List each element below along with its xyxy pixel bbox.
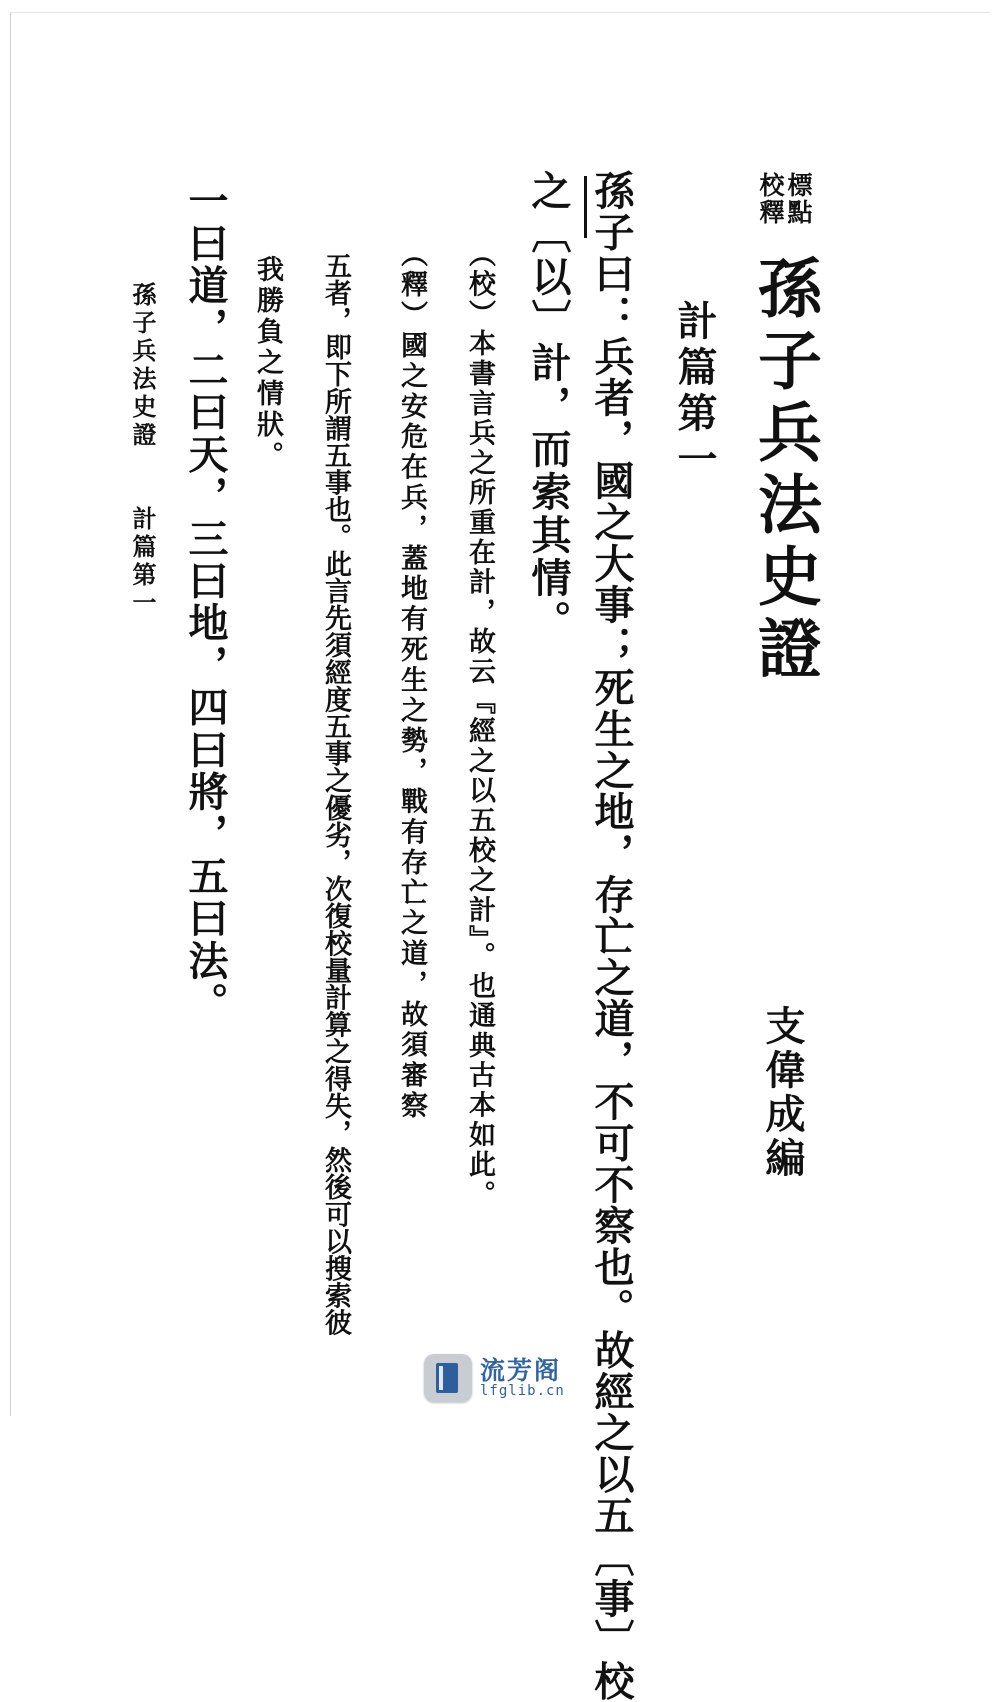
shi-note-line-2: 五者，即下所謂五事也。此言先須經度五事之優劣，次復校量計算之得失，然後可以搜索彼 (320, 252, 351, 1336)
main-text-line-2: 之〔以〕計，而索其情。 (525, 170, 572, 643)
header-label-bottom: 校釋 (756, 172, 785, 226)
shi-note-line-1: （釋）國之安危在兵，蓋地有死生之勢，戰有存亡之道，故須審察 (396, 240, 427, 1122)
page-border (10, 12, 990, 1416)
book-icon (424, 1354, 472, 1402)
header-label-top: 標點 (784, 172, 813, 226)
author: 支偉成編 (759, 1005, 806, 1181)
jiao-note: （校）本書言兵之所重在計，故云『經之以五校之計』。也通典古本如此。 (464, 240, 495, 1210)
running-title: 孫子兵法史證 計篇第一 (128, 282, 157, 618)
chapter-title: 計篇第一 (671, 300, 718, 484)
main-text-line-1: 孫子曰：兵者，國之大事；死生之地，存亡之道，不可不察也。故經之以五〔事〕校 (588, 170, 635, 1702)
watermark (424, 1350, 584, 1406)
main-text-line-3: 一曰道，二曰天，三曰地，四曰將，五曰法。 (182, 180, 229, 1024)
book-title: 孫子兵法史證 (747, 255, 822, 687)
shi-note-line-3: 我勝負之情狀。 (252, 255, 283, 472)
watermark-url: lfglib.cn (480, 1382, 565, 1399)
watermark-site-name: 流芳阁 (480, 1355, 562, 1385)
